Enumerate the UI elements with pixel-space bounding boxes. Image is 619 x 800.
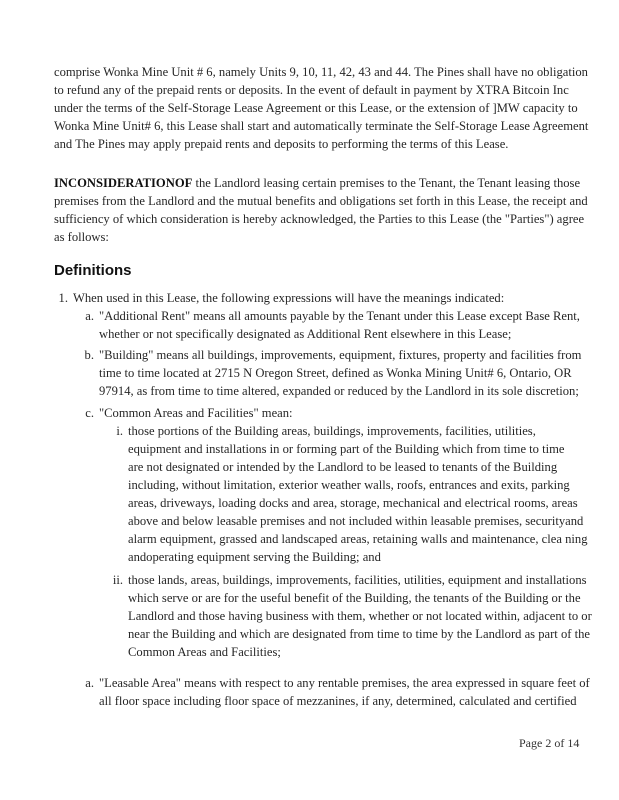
- text-line: premises from the Landlord and the mutual benefits and obligations set forth in this Lease, the receipt and: [54, 194, 588, 208]
- text-line: 97914, as from time to time altered, expanded or reduced by the Landlord in its sole discretion;: [99, 384, 579, 398]
- text-span: the Landlord leasing certain premises to the Tenant, the Tenant leasing those: [192, 176, 581, 190]
- text-line: which serve or are for the useful benefit of the Building, the tenants of the Building or the: [128, 591, 581, 605]
- text-line: alarm equipment, grassed and landscaped areas, retaining walls and maintenance, clea ning: [128, 532, 588, 546]
- text-line: under the terms of the Self-Storage Lease Agreement or this Lease, or the extension of ]MW capacity to: [54, 101, 578, 115]
- list-marker: a.: [85, 676, 94, 690]
- page-number: Page 2 of 14: [519, 736, 580, 750]
- text-line: including, without limitation, exterior weather walls, roofs, entrances and exits, parking: [128, 478, 570, 492]
- text-line: all floor space including floor space of mezzanines, if any, determined, calculated and certified: [99, 694, 577, 708]
- text-line: equipment and installations in or forming part of the Building which from time to time: [128, 442, 565, 456]
- text-line: to refund any of the prepaid rents or deposits. In the event of default in payment by XTRA Bitcoin Inc: [54, 83, 569, 97]
- text-line: Common Areas and Facilities;: [128, 645, 281, 659]
- list-marker: i.: [116, 424, 123, 438]
- text-line: are not designated or intended by the Landlord to be leased to tenants of the Building: [128, 460, 558, 474]
- list-marker: c.: [85, 406, 94, 420]
- text-line: and The Pines may apply prepaid rents and deposits to performing the terms of this Lease.: [54, 137, 509, 151]
- text-line: areas, driveways, loading docks and area, storage, mechanical and electrical rooms, areas: [128, 496, 578, 510]
- text-line: near the Building and which are designated from time to time by the Landlord as part of the: [128, 627, 590, 641]
- text-line: those lands, areas, buildings, improvements, facilities, utilities, equipment and installations: [128, 573, 587, 587]
- text-line: whether or not specifically designated as Additional Rent elsewhere in this Lease;: [99, 327, 512, 341]
- text-line: [54, 174, 580, 192]
- consideration-lead: INCONSIDERATIONOF: [54, 176, 193, 190]
- text-line: "Building" means all buildings, improvements, equipment, fixtures, property and facilities from: [99, 348, 582, 362]
- list-marker: 1.: [58, 291, 68, 305]
- list-marker: a.: [85, 309, 94, 323]
- text-line: those portions of the Building areas, buildings, improvements, facilities, utilities,: [128, 424, 536, 438]
- list-marker: b.: [84, 348, 94, 362]
- section-heading-definitions: Definitions: [54, 262, 132, 279]
- text-line: Landlord and those having business with them, whether or not located within, adjacent to or: [128, 609, 592, 623]
- text-line: "Additional Rent" means all amounts payable by the Tenant under this Lease except Base Rent,: [99, 309, 580, 323]
- text-line: "Common Areas and Facilities" mean:: [99, 406, 293, 420]
- text-line: Wonka Mine Unit# 6, this Lease shall start and automatically terminate the Self-Storage Lease Agreement: [54, 119, 589, 133]
- text-line: When used in this Lease, the following expressions will have the meanings indicated:: [73, 291, 505, 305]
- text-line: as follows:: [54, 230, 109, 244]
- text-line: andoperating equipment serving the Building; and: [128, 550, 381, 564]
- text-line: sufficiency of which consideration is hereby acknowledged, the Parties to this Lease (the "Parties") agree: [54, 212, 585, 226]
- text-line: above and below leasable premises and not included within leasable premises, securityand: [128, 514, 584, 528]
- text-line: time to time located at 2715 N Oregon Street, defined as Wonka Mining Unit# 6, Ontario, OR: [99, 366, 572, 380]
- text-line: comprise Wonka Mine Unit # 6, namely Units 9, 10, 11, 42, 43 and 44. The Pines shall have no obligation: [54, 65, 588, 79]
- text-line: "Leasable Area" means with respect to any rentable premises, the area expressed in square feet of: [99, 676, 590, 690]
- list-marker: ii.: [112, 573, 123, 587]
